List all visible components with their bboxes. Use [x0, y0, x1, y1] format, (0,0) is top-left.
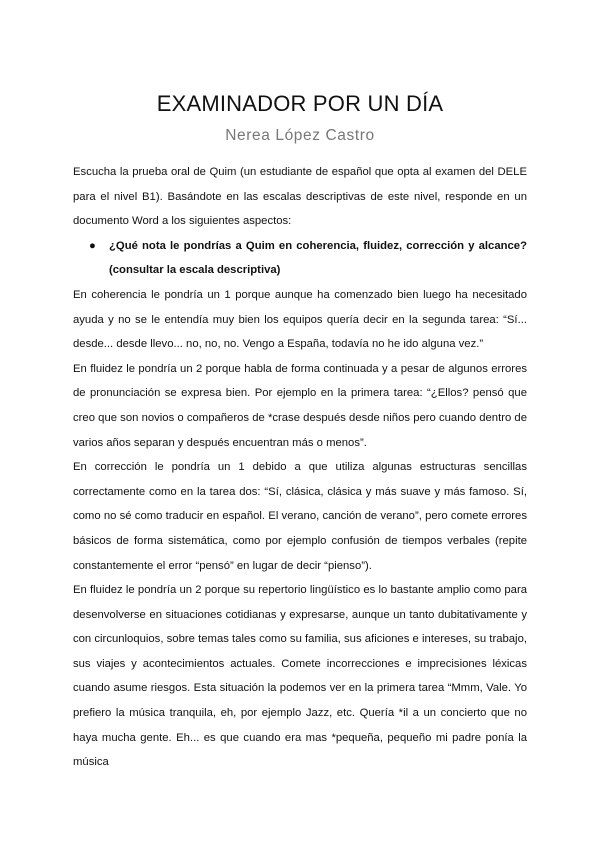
bullet-icon: ● — [89, 239, 96, 252]
question-text: ¿Qué nota le pondrías a Quim en coherencia, fluidez, corrección y alcance? (consultar la escala descriptiva) — [109, 239, 527, 277]
paragraph-correction: En corrección le pondría un 1 debido a que utiliza algunas estructuras sencillas correctamente como en la tarea dos: “Sí, clásica, clásica y más suave y más famoso. Sí, como no sé como traducir en español. El verano, canción de verano”, pero comete errores básicos de forma sistemática, como por ejemplo confusión de tiempos verbales (repite constantemente el error “pensó” en lugar de decir “pienso”). — [73, 461, 527, 572]
document-title: EXAMINADOR POR UN DÍA — [156, 91, 444, 116]
intro-paragraph: Escucha la prueba oral de Quim (un estudiante de español que opta al examen del DELE para el nivel B1). Basándote en las escalas descriptivas de este nivel, responde en un documento Word a los siguientes aspectos: — [73, 166, 527, 228]
question-bullet — [73, 234, 527, 283]
document-author: Nerea López Castro — [225, 127, 375, 144]
paragraph-range: En fluidez le pondría un 2 porque su repertorio lingüístico es lo bastante amplio como para desenvolverse en situaciones cotidianas y expresarse, aunque un tanto dubitativamente y con circunloquios, sobre temas tales como su familia, sus aficiones e intereses, su trabajo, sus viajes y acontecimientos actuales. Comete incorrecciones e imprecisiones léxicas cuando asume riesgos. Esta situación la podemos ver en la primera tarea “Mmm, Vale. Yo prefiero la música tranquila, eh, por ejemplo Jazz, etc. Quería *il a un concierto que no haya mucha gente. Eh... es que cuando era mas *pequeña, pequeño mi padre ponía la música — [73, 584, 527, 769]
document-body — [73, 160, 527, 775]
paragraph-fluency: En fluidez le pondría un 2 porque habla de forma continuada y a pesar de algunos errores de pronunciación se expresa bien. Por ejemplo en la primera tarea: “¿Ellos? pensó que creo que son novios o compañeros de *crase después desde niños pero cuando dentro de varios años separan y después encuentran más o menos”. — [73, 362, 527, 449]
paragraph-coherence: En coherencia le pondría un 1 porque aunque ha comenzado bien luego ha necesitado ayuda y no se le entendía muy bien los equipos quería decir en la segunda tarea: “Sí... desde... desde llevo... no, no, no. Vengo a España, todavía no he ido alguna vez.” — [73, 288, 527, 351]
